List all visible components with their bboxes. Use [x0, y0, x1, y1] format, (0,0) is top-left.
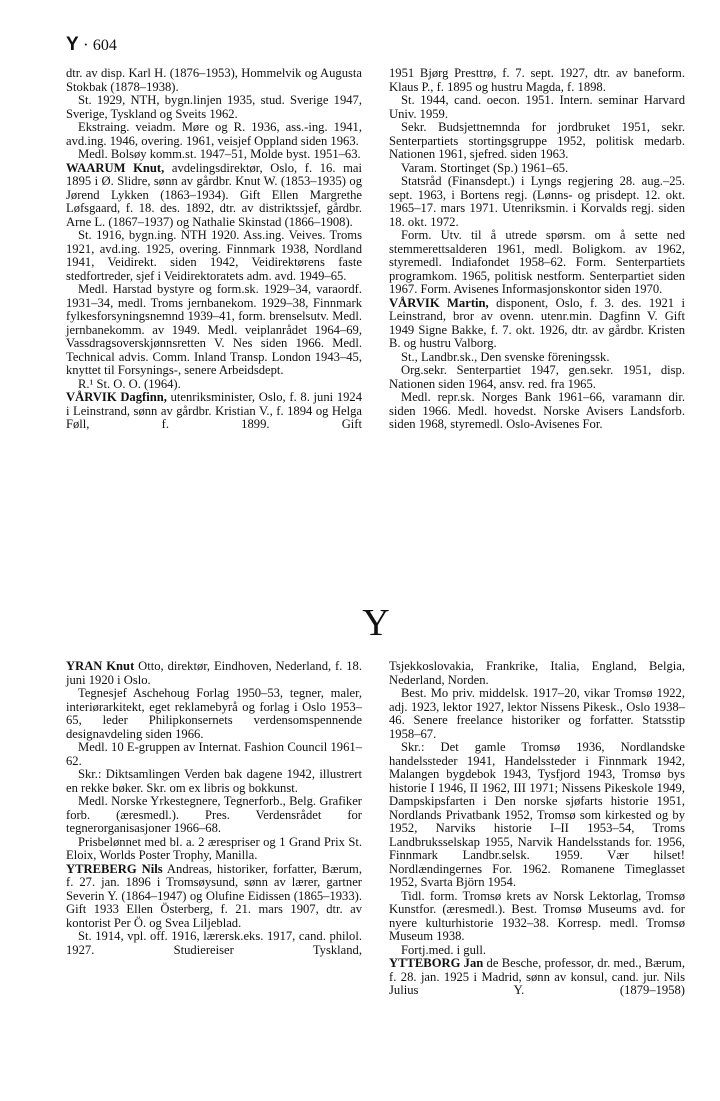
- column-bottom-right: [389, 660, 685, 998]
- paragraph: St. 1929, NTH, bygn.linjen 1935, stud. Sverige 1947, Sverige, Tyskland og Sveits 1962.: [66, 93, 362, 121]
- paragraph: Medl. Harstad bystyre og form.sk. 1929–34, varaordf. 1931–34, medl. Troms jernbanekom. 1929–38, Finnmark fylkesforsyningsnemnd 1939–41, form. brenselsutv. Medl. jernbanekomm. av 1949. Medl. veiplanrådet 1964–69, Vassdragsoverskjønnsretten V. Nes siden 1966. Medl. Technical advis. Comm. Inland Transp. London 1943–45, knyttet til Forsynings-, senere Arbeidsdept.: [66, 282, 362, 377]
- header-letter: Y: [66, 34, 79, 55]
- paragraph: Fortj.med. i gull.: [401, 942, 487, 957]
- paragraph: Org.sekr. Senterpartiet 1947, gen.sekr. 1951, disp. Nationen siden 1964, ansv. red. fra 1965.: [389, 363, 685, 391]
- entry-text: Otto, direktør, Eindhoven, Nederland, f. 18. juni 1920 i Oslo.: [66, 659, 362, 687]
- column-top-left: [66, 67, 362, 432]
- paragraph: Sekr. Budsjettnemnda for jordbruket 1951, sekr. Senterpartiets stortingsgruppe 1952, politisk medarb. Nationen 1961, sjefred. siden 1963.: [389, 120, 685, 161]
- entry-ytteborg-jan: [389, 957, 685, 998]
- entry-text: disponent, Oslo, f. 3. des. 1921 i Leinstrand, bror av ovenn. utenr.min. Dagfinn V. Gift 1949 Signe Bakke, f. 7. okt. 1926, dtr. av gårdbr. Kristen B. og hustru Valborg.: [389, 295, 686, 350]
- paragraph: Medl. Bolsøy komm.st. 1947–51, Molde byst. 1951–63.: [78, 147, 361, 161]
- paragraph: Ekstraing. veiadm. Møre og R. 1936, ass.-ing. 1941, avd.ing. 1946, overing. 1961, veisjef Oppland siden 1963.: [66, 120, 362, 148]
- paragraph: Statsråd (Finansdept.) i Lyngs regjering 28. aug.–25. sept. 1963, i Bortens regj. (Lønns- og prisdept. 12. okt. 1965–17. mars 1971. Utenriksmin. i Korvalds regj. siden 18. okt. 1972.: [389, 174, 685, 229]
- paragraph: St., Landbr.sk., Den svenske föreningssk.: [401, 349, 610, 364]
- entry-varvik-dagfinn: [66, 391, 362, 432]
- entry-name: YRAN Knut: [66, 659, 135, 673]
- entry-ytreberg-nils: [66, 863, 362, 931]
- paragraph: St. 1914, vpl. off. 1916, lærersk.eks. 1917, cand. philol. 1927. Studiereiser Tyskland,: [66, 929, 362, 957]
- paragraph: R.¹ St. O. O. (1964).: [78, 376, 181, 391]
- header-separator: ·: [82, 35, 89, 54]
- paragraph: Skr.: Det gamle Tromsø 1936, Nordlandske handelssteder 1941, Handelssteder i Finnmark 1942, Malangen bygdebok 1943, Tysfjord 1943, Tromsø bys historie I 1946, II 1962, III 1971; Nissens Pikeskole 1949, Dampskipsfarten i Den norske sjøfarts historie 1951, Nordlands Privatbank 1952, Tromsø som kirkested og by 1952, Narviks historie I–II 1953–54, Troms Landbruksselskap 1955, Narvik Handelsstands for. 1956, Finnmark Landbr.selsk. 1959. Vær hilset! Nordlændingernes For. 1962. Romanene Timeglasset 1952, Svarta Björn 1954.: [389, 740, 685, 889]
- paragraph: Medl. repr.sk. Norges Bank 1961–66, varamann dir. siden 1966. Medl. hovedst. Norske Avisers Landsforb. siden 1968, styremedl. Oslo-Avisenes For.: [389, 390, 685, 431]
- page-number: 604: [92, 37, 117, 54]
- paragraph: 1951 Bjørg Presttrø, f. 7. sept. 1927, dtr. av baneform. Klaus P., f. 1895 og hustru Magda, f. 1898.: [389, 66, 685, 94]
- paragraph: St. 1944, cand. oecon. 1951. Intern. seminar Harvard Univ. 1959.: [389, 93, 685, 121]
- paragraph: Tidl. form. Tromsø krets av Norsk Lektorlag, Tromsø Kunstfor. (æresmedl.). Best. Tromsø Museums avd. for nyere kulturhistorie 1932–38. Korresp. medl. Tromsø Museum 1938.: [389, 888, 685, 943]
- paragraph: Medl. Norske Yrkestegnere, Tegnerforb., Belg. Grafiker forb. (æresmedl.). Pres. Verdensrådet for tegnerorganisasjoner 1966–68.: [66, 794, 362, 835]
- paragraph: dtr. av disp. Karl H. (1876–1953), Hommelvik og Augusta Stokbak (1878–1938).: [66, 66, 362, 94]
- entry-name: YTTEBORG Jan: [389, 956, 484, 970]
- paragraph: Varam. Stortinget (Sp.) 1961–65.: [401, 160, 569, 175]
- column-bottom-left: [66, 660, 362, 957]
- entry-text: utenriksminister, Oslo, f. 8. juni 1924 i Leinstrand, sønn av gårdbr. Kristian V., f. 1894 og Helga Føll, f. 1899. Gift: [66, 390, 363, 431]
- page-header: [66, 34, 117, 56]
- entry-name: VÅRVIK Dagfinn,: [66, 390, 167, 404]
- column-top-right: [389, 67, 685, 432]
- entry-text: de Besche, professor, dr. med., Bærum, f. 28. jan. 1925 i Madrid, sønn av konsul, cand. jur. Nils Julius Y. (1879–1958): [389, 956, 685, 997]
- entry-waarum-knut: [66, 162, 362, 230]
- entry-name: WAARUM Knut,: [66, 160, 165, 175]
- entry-varvik-martin: [389, 297, 685, 351]
- entry-text: Andreas, historiker, forfatter, Bærum, f. 27. jan. 1896 i Tromsøysund, sønn av lærer, gartner Severin Y. (1864–1947) og Olufine Eidissen (1865–1933). Gift 1933 Ellen Österberg, f. 21. mars 1907, dtr. av kontorist Per Ö. og Svea Liljeblad.: [66, 861, 362, 930]
- paragraph: Tegnesjef Aschehoug Forlag 1950–53, tegner, maler, interiørarkitekt, eget reklamebyrå og forlag i Oslo 1953–65, leder Philipkonsernets verdensomspennende designavdeling siden 1966.: [66, 686, 362, 741]
- paragraph: Medl. 10 E-gruppen av Internat. Fashion Council 1961–62.: [66, 740, 362, 768]
- paragraph: Tsjekkoslovakia, Frankrike, Italia, England, Belgia, Nederland, Norden.: [389, 659, 685, 687]
- paragraph: Best. Mo priv. middelsk. 1917–20, vikar Tromsø 1922, adj. 1923, lektor 1927, lektor Nissens Pikesk., Oslo 1938–46. Senere freelance historiker og forfatter. Statsstip 1958–67.: [389, 686, 685, 741]
- paragraph: Form. Utv. til å utrede spørsm. om å sette ned stemmerettsalderen 1961, medl. Boligkom. av 1962, styremedl. Indiafondet 1958–62. Form. Senterpartiets programkom. 1965, politisk nestform. Senterpartiet siden 1967. Form. Avisenes Informasjonskontor siden 1970.: [389, 228, 685, 296]
- entry-yran-knut: [66, 660, 362, 687]
- entry-name: VÅRVIK Martin,: [389, 295, 489, 310]
- paragraph: St. 1916, bygn.ing. NTH 1920. Ass.ing. Veives. Troms 1921, avd.ing. 1925, overing. Finnmark 1938, Nordland 1941, Veidirekt. siden 1942, Veidirektørens faste stedfortreder, sjef i Veidirektoratets adm. avd. 1949–65.: [66, 228, 362, 283]
- entry-text: avdelingsdirektør, Oslo, f. 16. mai 1895 i Ø. Slidre, sønn av gårdbr. Knut W. (1853–1935) og Jørend Lykken (1863–1934). Gift Ellen Margrethe Løfsgaard, f. 18. des. 1892, dtr. av distriktssjef, gårdbr. Arne L. (1867–1937) og Nathalie Skinstad (1866–1908).: [66, 160, 362, 229]
- section-letter: Y: [362, 602, 390, 644]
- entry-name: YTREBERG Nils: [66, 861, 163, 876]
- paragraph: Prisbelønnet med bl. a. 2 ærespriser og 1 Grand Prix St. Eloix, Worlds Poster Trophy, Manilla.: [66, 834, 362, 862]
- paragraph: Skr.: Diktsamlingen Verden bak dagene 1942, illustrert en rekke bøker. Skr. om ex libris og bokkunst.: [66, 767, 362, 795]
